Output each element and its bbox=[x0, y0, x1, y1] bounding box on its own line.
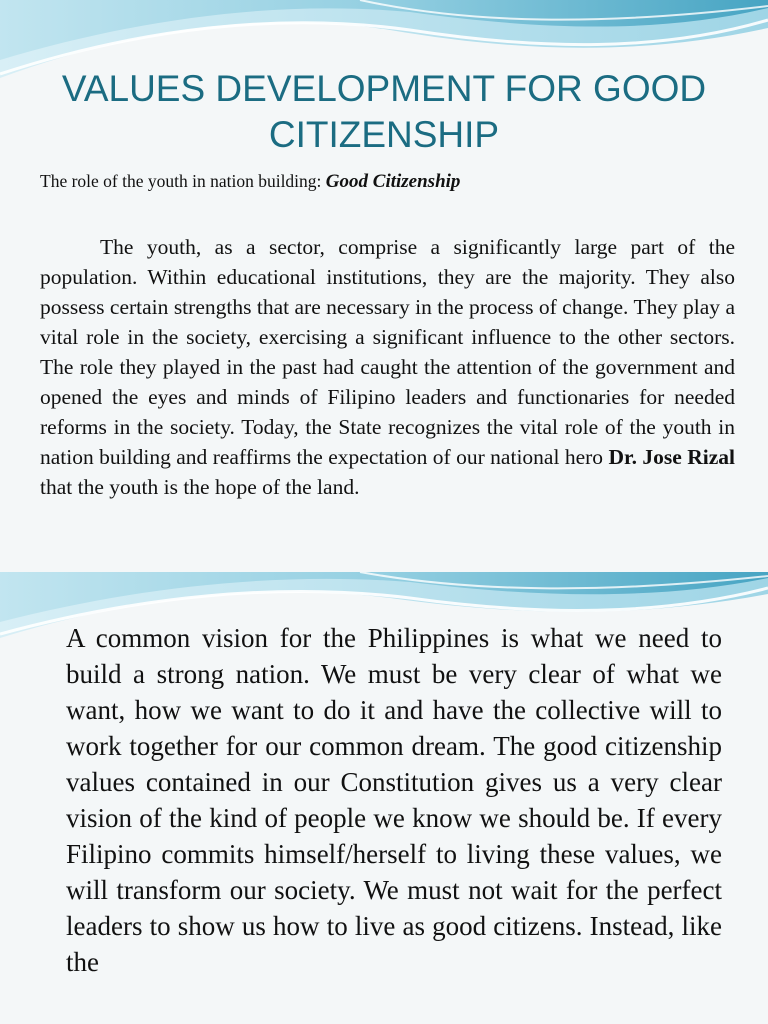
slide-title: VALUES DEVELOPMENT FOR GOOD CITIZENSHIP bbox=[61, 68, 707, 155]
subtitle-prefix: The role of the youth in nation building: bbox=[40, 171, 326, 191]
paragraph-text-2: that the youth is the hope of the land. bbox=[40, 475, 360, 499]
rizal-name: Dr. Jose Rizal bbox=[608, 445, 735, 469]
paragraph-text-1: The youth, as a sector, comprise a significantly large part of the population. Within educational institutions, they are the majority. They also possess certain strengths that are necessary in the process of change. They play a vital role in the society, exercising a significant influence to the other sectors. The role they played in the past had caught the attention of the government and opened the eyes and minds of Filipino leaders and functionaries for needed reforms in the society. Today, the State recognizes the vital role of the youth in nation building and reaffirms the expectation of our national hero bbox=[40, 235, 735, 469]
subtitle-emphasis: Good Citizenship bbox=[325, 171, 461, 192]
common-vision-paragraph: A common vision for the Philippines is what we need to build a strong nation. We must be very clear of what we want, how we want to do it and have the collective will to work together for our common dream. The good citizenship values contained in our Constitution gives us a very clear vision of the kind of people we know we should be. If every Filipino commits himself/herself to living these values, we will transform our society. We must not wait for the perfect leaders to show us how to live as good citizens. Instead, like the bbox=[66, 623, 722, 977]
youth-role-paragraph bbox=[40, 232, 735, 502]
slide-subtitle bbox=[40, 168, 740, 195]
